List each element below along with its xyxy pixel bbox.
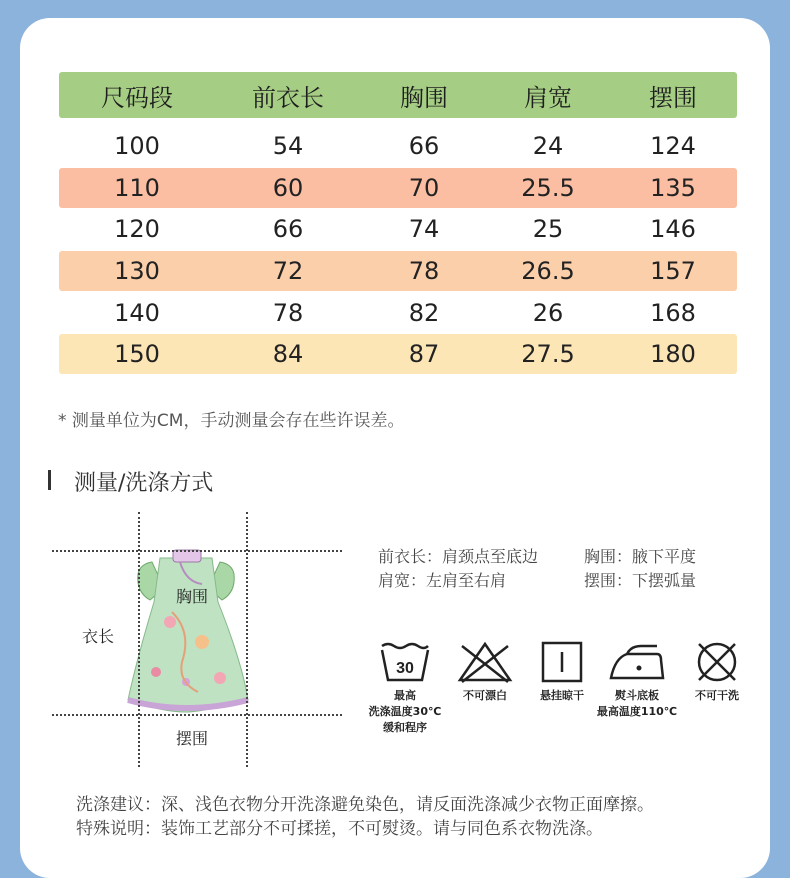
care-dry-clean — [686, 640, 748, 704]
cell-front-length: 66 — [272, 215, 304, 244]
wash-30-icon — [378, 640, 432, 684]
header-shoulder: 肩宽 — [524, 83, 572, 112]
cell-chest: 82 — [408, 298, 440, 327]
table-header-row — [59, 72, 737, 118]
cell-front-length: 54 — [272, 132, 304, 160]
cell-shoulder: 24 — [532, 132, 564, 160]
care-caption: 洗涤温度30℃ — [368, 705, 442, 718]
desc-front-length: 前衣长：肩颈点至底边 — [378, 547, 539, 566]
cell-front-length: 84 — [272, 340, 304, 369]
care-caption: 熨斗底板 — [615, 689, 659, 702]
care-dry — [527, 640, 597, 704]
cell-chest: 70 — [408, 173, 440, 202]
size-table — [59, 72, 737, 376]
wash-temp-number: 30 — [396, 660, 414, 677]
care-bleach — [452, 640, 518, 704]
cell-chest: 78 — [408, 257, 440, 286]
header-front-length: 前衣长 — [252, 83, 324, 112]
desc-hem: 摆围：下摆弧量 — [584, 571, 697, 590]
cell-hem: 146 — [650, 215, 696, 244]
cell-shoulder: 26 — [532, 298, 564, 327]
table-row — [59, 334, 737, 374]
cell-front-length: 72 — [272, 257, 304, 286]
desc-chest: 胸围：腋下平度 — [584, 547, 697, 566]
table-row — [59, 209, 737, 249]
cell-size: 100 — [114, 132, 160, 160]
cell-size: 130 — [114, 257, 160, 286]
care-caption: 最高温度110℃ — [596, 705, 678, 718]
cell-hem: 157 — [650, 257, 696, 286]
care-caption: 不可干洗 — [695, 689, 739, 702]
header-size: 尺码段 — [101, 83, 173, 112]
care-caption: 悬挂晾干 — [540, 689, 584, 702]
care-caption: 缓和程序 — [383, 721, 427, 734]
cell-front-length: 78 — [272, 298, 304, 327]
header-hem: 摆围 — [649, 83, 697, 112]
measurement-note: * 测量单位为CM，手动测量会存在些许误差。 — [58, 411, 405, 431]
no-dry-clean-icon — [693, 640, 741, 684]
header-chest: 胸围 — [400, 83, 448, 112]
cell-chest: 66 — [408, 132, 440, 160]
cell-hem: 168 — [650, 298, 696, 327]
cell-front-length: 60 — [272, 173, 304, 202]
care-iron — [592, 640, 682, 720]
cell-chest: 87 — [408, 340, 440, 369]
desc-shoulder: 肩宽：左肩至右肩 — [378, 571, 507, 590]
special-note: 特殊说明：装饰工艺部分不可揉搓，不可熨烫。请与同色系衣物洗涤。 — [76, 819, 603, 839]
chest-guide-line — [52, 550, 342, 552]
section-title: 测量/洗涤方式 — [74, 471, 214, 496]
cell-size: 140 — [114, 298, 160, 327]
left-guide-line — [138, 512, 140, 767]
cell-size: 120 — [114, 215, 160, 244]
table-row — [59, 293, 737, 333]
length-label: 衣长 — [82, 627, 115, 646]
measurement-diagram — [52, 512, 342, 767]
cell-shoulder: 26.5 — [521, 257, 575, 286]
cell-shoulder: 25.5 — [521, 173, 575, 202]
cell-size: 110 — [114, 173, 160, 202]
care-wash — [360, 640, 450, 736]
cell-shoulder: 25 — [532, 215, 564, 244]
iron-icon — [607, 640, 667, 684]
cell-size: 150 — [114, 340, 160, 369]
line-dry-icon — [540, 640, 584, 684]
cell-hem: 135 — [650, 173, 696, 202]
no-bleach-icon — [456, 640, 514, 684]
table-row — [59, 251, 737, 291]
cell-shoulder: 27.5 — [521, 340, 575, 369]
care-caption: 最高 — [394, 689, 416, 702]
cell-hem: 124 — [650, 132, 696, 160]
table-row — [59, 168, 737, 208]
table-row — [59, 126, 737, 166]
wash-advice: 洗涤建议：深、浅色衣物分开洗涤避免染色，请反面洗涤减少衣物正面摩擦。 — [76, 795, 654, 815]
section-marker — [48, 470, 51, 490]
chest-label: 胸围 — [176, 587, 209, 606]
hem-label: 摆围 — [176, 729, 209, 748]
right-guide-line — [246, 512, 248, 767]
cell-hem: 180 — [650, 340, 696, 369]
cell-chest: 74 — [408, 215, 440, 244]
care-caption: 不可漂白 — [463, 689, 507, 702]
hem-guide-line — [52, 714, 342, 716]
